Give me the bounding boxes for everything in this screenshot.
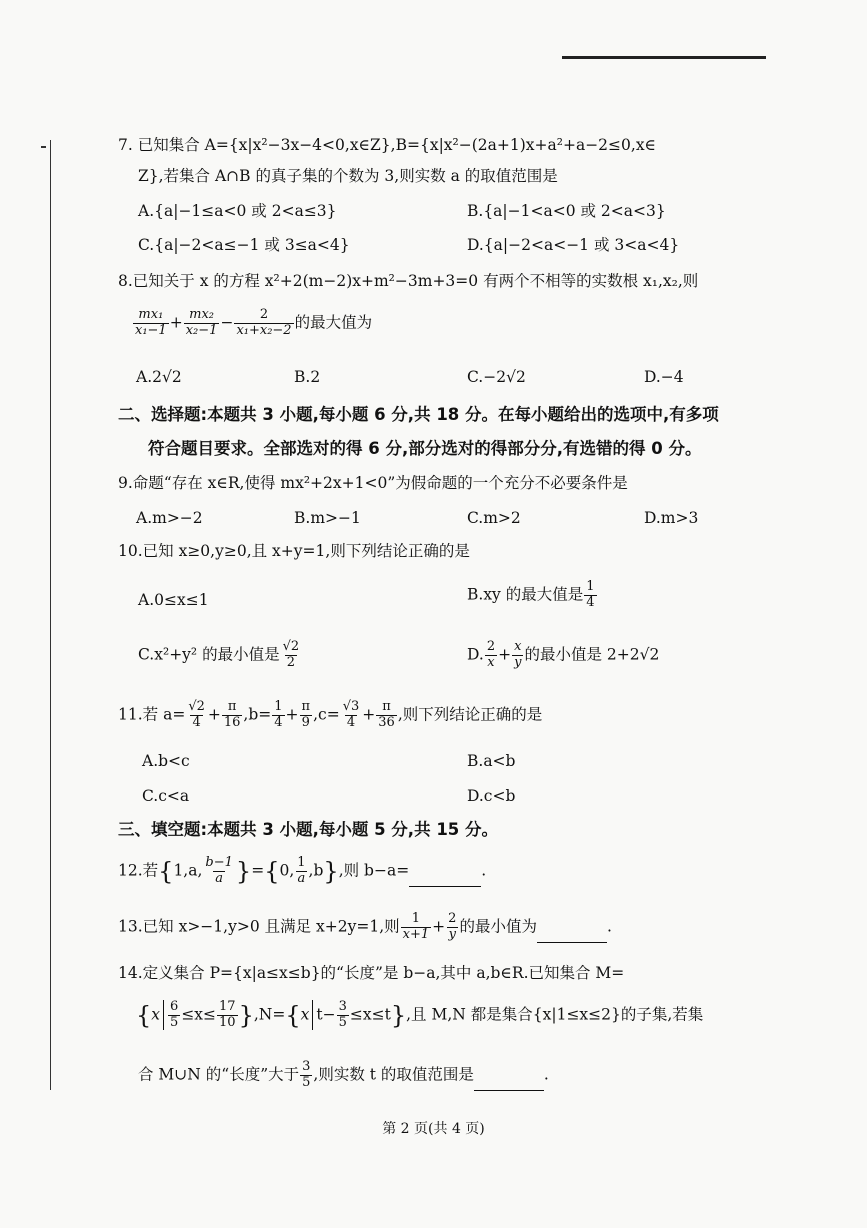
q10-option-b: B.xy 的最大值是 $\frac{1}{4}$ [467, 579, 595, 610]
q10-option-c: C.x²+y² 的最小值是 $\frac{√2}{2}$ [138, 639, 300, 670]
q7-stem-line2: Z},若集合 A∩B 的真子集的个数为 3,则实数 a 的取值范围是 [138, 167, 558, 185]
q14-stem-line2: {x $\frac{6}{5}$ ≤x≤ $\frac{17}{10}$ },N={x t− $\frac{3}{5}$ ≤x≤t},且 M,N 都是集合{x|1≤x≤2}的子集,若集 [136, 999, 704, 1030]
q13-answer-blank[interactable] [537, 928, 607, 943]
q8-frac2: $\frac{\text{mx₂}}{\text{x₂−1}}$ [185, 307, 218, 338]
q14-set-bar [163, 1000, 164, 1030]
q8-frac3: $\frac{2}{\text{x₁+x₂−2}}$ [236, 307, 292, 338]
q8-expression: $\frac{\text{mx₁}}{\text{x₁−1}}$ + $\frac{\text{mx₂}}{\text{x₂−1}}$ − $\frac{2}{\text{x₁+x₂−2}}$ 的最大值为 [135, 307, 373, 338]
q10-stem: 10.已知 x≥0,y≥0,且 x+y=1,则下列结论正确的是 [118, 542, 470, 560]
q7-option-c: C.{a|−2<a≤−1 或 3≤a<4} [138, 236, 350, 254]
q11-stem: 11.若 a= $\frac{√2}{4}$ + $\frac{\pi}{16}$ ,b= $\frac{1}{4}$ + $\frac{\pi}{9}$ ,c= $\frac{√3}{4}$ + $\frac{\pi}{36}$ ,则下列结论正确的是 [118, 699, 543, 730]
q14-answer-blank[interactable] [474, 1076, 544, 1091]
q8-option-b: B.2 [294, 368, 321, 386]
q10-option-d: D. $\frac{2}{x}$ + $\frac{x}{y}$ 的最小值是 2+2√2 [467, 639, 660, 670]
section2-heading-line1: 二、选择题:本题共 3 小题,每小题 6 分,共 18 分。在每小题给出的选项中,有多项 [118, 405, 719, 424]
page-footer: 第 2 页(共 4 页) [382, 1121, 485, 1137]
q10-option-a: A.0≤x≤1 [138, 591, 209, 609]
q7-option-d: D.{a|−2<a<−1 或 3<a<4} [467, 236, 680, 254]
q8-option-c: C.−2√2 [467, 368, 526, 386]
q7-stem-line1: 7. 已知集合 A={x|x²−3x−4<0,x∈Z},B={x|x²−(2a+1)x+a²+a−2≤0,x∈ [118, 136, 657, 154]
q8-stem-line1: 8.已知关于 x 的方程 x²+2(m−2)x+m²−3m+3=0 有两个不相等的实数根 x₁,x₂,则 [118, 272, 699, 290]
q8-frac1: $\frac{\text{mx₁}}{\text{x₁−1}}$ [135, 307, 167, 338]
q11-option-b: B.a<b [467, 752, 516, 770]
q13-stem: 13.已知 x>−1,y>0 且满足 x+2y=1,则 $\frac{1}{x+1}$ + $\frac{2}{y}$ 的最小值为 . [118, 911, 612, 942]
margin-tick [41, 146, 46, 148]
binding-margin-line [50, 140, 51, 1090]
q11-option-c: C.c<a [142, 787, 190, 805]
q11-option-d: D.c<b [467, 787, 516, 805]
q7-option-a: A.{a|−1≤a<0 或 2<a≤3} [138, 202, 337, 220]
q9-option-d: D.m>3 [644, 509, 699, 527]
q14-stem-line1: 14.定义集合 P={x|a≤x≤b}的“长度”是 b−a,其中 a,b∈R.已知集合 M= [118, 964, 625, 982]
q8-option-a: A.2√2 [136, 368, 182, 386]
q11-option-a: A.b<c [142, 752, 190, 770]
section2-heading-line2: 符合题目要求。全部选对的得 6 分,部分选对的得部分分,有选错的得 0 分。 [148, 439, 702, 458]
q9-stem: 9.命题“存在 x∈R,使得 mx²+2x+1<0”为假命题的一个充分不必要条件是 [118, 474, 628, 492]
q9-option-a: A.m>−2 [136, 509, 203, 527]
q9-option-c: C.m>2 [467, 509, 521, 527]
q14-stem-line3: 合 M∪N 的“长度”大于 $\frac{3}{5}$ ,则实数 t 的取值范围是 . [138, 1059, 549, 1090]
q12-stem: 12.若{1,a, $\frac{b-1}{a}$ }={0, $\frac{1}{a}$ ,b},则 b−a= . [118, 855, 487, 886]
q14-set-bar-2 [312, 1000, 313, 1030]
q9-option-b: B.m>−1 [294, 509, 361, 527]
header-rule [562, 56, 766, 59]
section3-heading: 三、填空题:本题共 3 小题,每小题 5 分,共 15 分。 [118, 820, 499, 839]
q8-option-d: D.−4 [644, 368, 684, 386]
q7-option-b: B.{a|−1<a<0 或 2<a<3} [467, 202, 666, 220]
q12-answer-blank[interactable] [409, 872, 481, 887]
